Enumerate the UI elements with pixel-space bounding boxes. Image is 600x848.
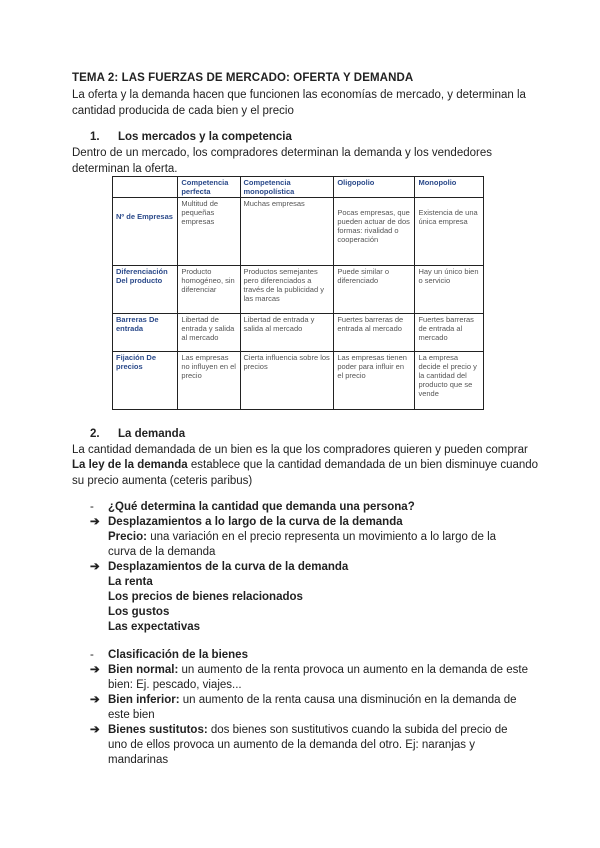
- normal-good-desc: un aumento de la renta provoca un aumento en la demanda de este bien: Ej. pescado, viajes...: [108, 664, 529, 691]
- inferior-good-text: [108, 693, 528, 723]
- section-1-number: 1.: [90, 131, 100, 143]
- table-header-row: [113, 177, 484, 198]
- along-curve-title: Desplazamientos a lo largo de la curva de la demanda: [108, 516, 403, 528]
- substitute-goods-label: Bienes sustitutos:: [108, 724, 208, 736]
- demand-law-paragraph: [72, 458, 542, 489]
- shift-factor: La renta: [108, 576, 153, 588]
- classification-title: Clasificación de la bienes: [108, 649, 248, 661]
- table-cell: Fuertes barreras de entrada al mercado: [415, 314, 484, 352]
- demand-law-text: establece que la cantidad demandada de un bien disminuye cuando su precio aumenta (ceteris paribus): [72, 459, 539, 487]
- table-row: [113, 266, 484, 314]
- arrow-icon: ➔: [90, 664, 100, 676]
- inferior-good-desc: un aumento de la renta causa una disminución en la demanda de este bien: [108, 694, 517, 721]
- shift-factor: Los precios de bienes relacionados: [108, 591, 303, 603]
- determinants-question: ¿Qué determina la cantidad que demanda una persona?: [108, 501, 415, 513]
- table-cell: Las empresas tienen poder para influir en el precio: [334, 352, 415, 410]
- table-header-cell: Oligopolio: [334, 177, 415, 198]
- table-header-cell: Monopolio: [415, 177, 484, 198]
- section-1-title: Los mercados y la competencia: [118, 131, 292, 143]
- normal-good-item: [90, 663, 530, 693]
- normal-good-text: [108, 663, 528, 693]
- inferior-good-label: Bien inferior:: [108, 694, 180, 706]
- substitute-goods-desc: dos bienes son sustitutivos cuando la subida del precio de uno de ellos provoca un aumento de la demanda del otro. Ej: naranjas y mandarinas: [108, 724, 508, 766]
- table-cell: Producto homogéneo, sin diferenciar: [178, 266, 240, 314]
- classification-item: [90, 648, 530, 663]
- arrow-icon: ➔: [90, 561, 100, 573]
- inferior-good-item: [90, 693, 530, 723]
- section-1-text: Dentro de un mercado, los compradores determinan la demanda y los vendedores determinan la oferta.: [72, 147, 492, 175]
- table-cell: Fuertes barreras de entrada al mercado: [334, 314, 415, 352]
- document-title: TEMA 2: LAS FUERZAS DE MERCADO: OFERTA Y DEMANDA: [72, 72, 414, 84]
- section-2-number: 2.: [90, 428, 100, 440]
- price-text: una variación en el precio representa un movimiento a lo largo de la curva de la demanda: [108, 531, 497, 558]
- price-label: Precio:: [108, 531, 147, 543]
- table-cell: Multitud de pequeñas empresas: [178, 198, 240, 266]
- table-row: [113, 314, 484, 352]
- determinants-question-item: [90, 500, 530, 515]
- table-cell: Productos semejantes pero diferenciados a través de la publicidad y las marcas: [240, 266, 334, 314]
- table-header-cell: Competencia monopolística: [240, 177, 334, 198]
- section-2-line-1: La cantidad demandada de un bien es la que los compradores quieren y pueden comprar: [72, 444, 528, 456]
- arrow-icon: ➔: [90, 516, 100, 528]
- substitute-goods-text: [108, 723, 528, 768]
- normal-good-label: Bien normal:: [108, 664, 179, 676]
- table-cell: Muchas empresas: [240, 198, 334, 266]
- table-cell: La empresa decide el precio y la cantidad del producto que se vende: [415, 352, 484, 410]
- intro-paragraph: La oferta y la demanda hacen que funcionen las economías de mercado, y determinan la cantidad producida de cada bien y el precio: [72, 89, 526, 117]
- shift-factor: Los gustos: [108, 606, 170, 618]
- table-header-cell: [113, 177, 178, 198]
- along-curve-item: [90, 515, 530, 530]
- market-structure-table: [112, 176, 484, 410]
- table-row: [113, 198, 484, 266]
- table-cell: Libertad de entrada y salida al mercado: [240, 314, 334, 352]
- table-cell: Existencia de una única empresa: [415, 198, 484, 266]
- dash-marker: -: [90, 501, 94, 513]
- shift-curve-item: [90, 560, 530, 575]
- table-cell: Hay un único bien o servicio: [415, 266, 484, 314]
- section-2-title: La demanda: [118, 428, 186, 440]
- table-header-cell: Competencia perfecta: [178, 177, 240, 198]
- arrow-icon: ➔: [90, 694, 100, 706]
- price-explanation: [108, 530, 518, 560]
- table-row: [113, 352, 484, 410]
- shift-factor: Las expectativas: [108, 621, 201, 633]
- shift-curve-title: Desplazamientos de la curva de la demanda: [108, 561, 349, 573]
- arrow-icon: ➔: [90, 724, 100, 736]
- table-cell: Las empresas no influyen en el precio: [178, 352, 240, 410]
- dash-marker: -: [90, 649, 94, 661]
- substitute-goods-item: [90, 723, 530, 766]
- table-cell: Cierta influencia sobre los precios: [240, 352, 334, 410]
- table-cell: Pocas empresas, que pueden actuar de dos formas: rivalidad o cooperación: [334, 198, 415, 266]
- table-row-label: Fijación De precios: [113, 352, 178, 410]
- table-row-label: Nº de Empresas: [113, 198, 178, 266]
- table-row-label: Diferenciación Del producto: [113, 266, 178, 314]
- table-cell: Libertad de entrada y salida al mercado: [178, 314, 240, 352]
- demand-law-label: La ley de la demanda: [72, 459, 188, 471]
- table-row-label: Barreras De entrada: [113, 314, 178, 352]
- table-cell: Puede similar o diferenciado: [334, 266, 415, 314]
